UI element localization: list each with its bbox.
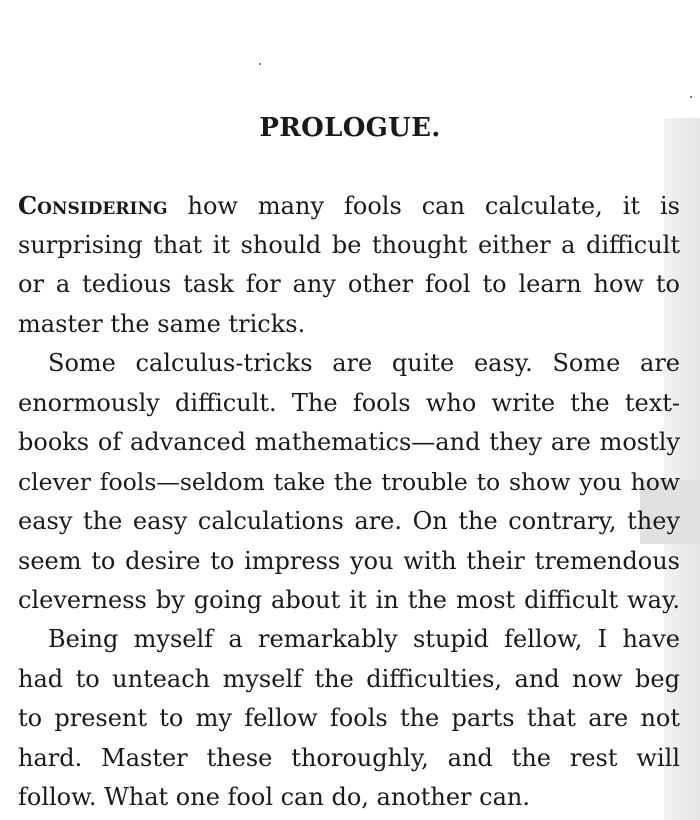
paragraph-2 <box>18 344 680 621</box>
text-line: Considering how many fools can calculate, it is <box>18 191 680 220</box>
scan-speck <box>259 63 261 65</box>
text-line: cleverness by going about it in the most difficult way. <box>18 586 680 614</box>
paragraph-3 <box>18 620 680 818</box>
scan-speck <box>690 96 692 98</box>
text-line: clever fools—seldom take the trouble to show you how <box>18 467 680 496</box>
text-line: hard. Master these thoroughly, and the rest will <box>18 743 680 772</box>
text-line: or a tedious task for any other fool to learn how to <box>18 270 680 298</box>
text-line: seem to desire to impress you with their tremendous <box>18 546 680 575</box>
page-title: PROLOGUE. <box>259 113 441 143</box>
text-line: had to unteach myself the difficulties, and now beg <box>18 664 680 693</box>
text-line: books of advanced mathematics—and they are mostly <box>18 428 680 456</box>
drop-lead-word: Considering <box>18 191 168 220</box>
text-line: enormously difficult. The fools who write the text- <box>18 388 680 417</box>
text-line: follow. What one fool can do, another can. <box>18 783 530 811</box>
text-line: Being myself a remarkably stupid fellow, I have <box>48 625 680 653</box>
text-line: to present to my fellow fools the parts that are not <box>18 704 680 732</box>
text-line: surprising that it should be thought either a difficult <box>18 230 680 259</box>
text-line: master the same tricks. <box>18 309 306 338</box>
text-line: Some calculus-tricks are quite easy. Some are <box>48 349 680 377</box>
text-line: easy the easy calculations are. On the contrary, they <box>18 507 680 535</box>
paragraph-1 <box>18 186 680 344</box>
